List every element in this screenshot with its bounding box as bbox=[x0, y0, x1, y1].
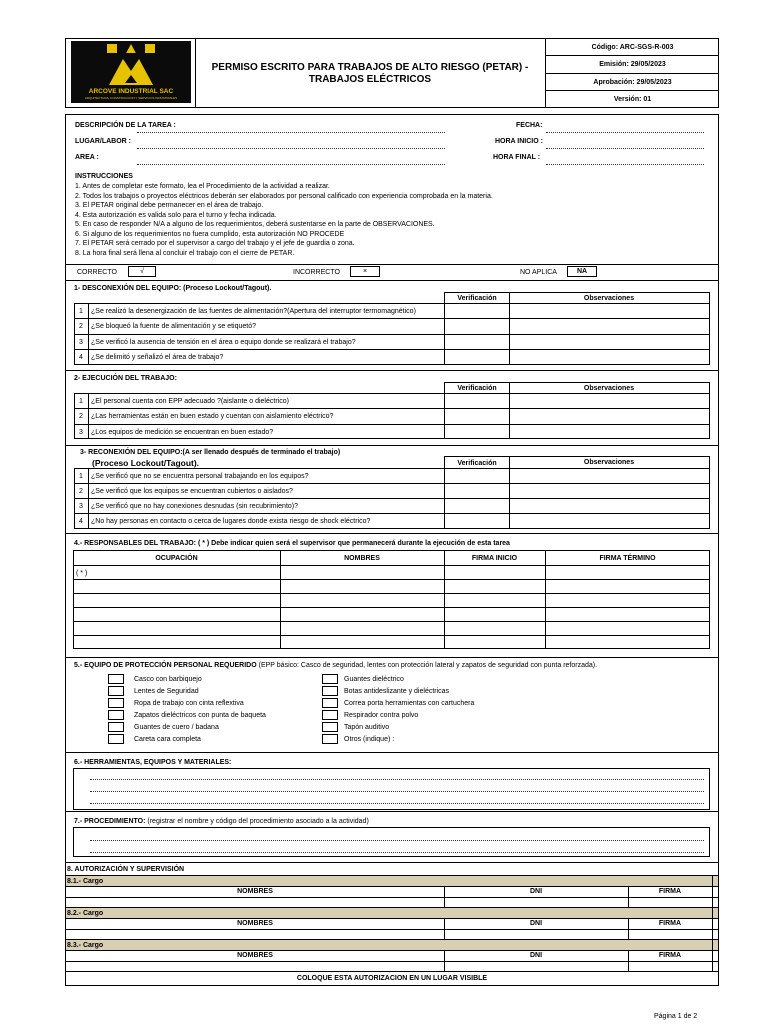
doc-version: Versión: 01 bbox=[613, 96, 652, 103]
form-title-line2: TRABAJOS ELÉCTRICOS bbox=[308, 74, 432, 85]
s2-col-verification: Verificación bbox=[457, 385, 497, 392]
s2-item-number: 2 bbox=[79, 413, 83, 420]
s3-item-question: ¿Se verificó que los equipos se encuentran cubiertos o aislados? bbox=[91, 488, 293, 495]
doc-approval: Aprobación: 29/05/2023 bbox=[593, 79, 672, 86]
ppe-item-label: Guantes de cuero / badana bbox=[134, 724, 219, 731]
ppe-checkbox[interactable] bbox=[108, 722, 124, 732]
ppe-item-label: Careta cara completa bbox=[134, 736, 201, 743]
section5-title-text: 5.- EQUIPO DE PROTECCIÓN PERSONAL REQUERIDO bbox=[74, 662, 257, 669]
auth-col-dni: DNI bbox=[529, 888, 543, 895]
legend-na-label: NO APLICA bbox=[520, 269, 557, 276]
date-field[interactable] bbox=[546, 132, 704, 133]
ppe-checkbox[interactable] bbox=[322, 710, 338, 720]
ppe-checkbox[interactable] bbox=[322, 734, 338, 744]
section7-title bbox=[74, 817, 369, 826]
s1-item-question: ¿Se delimitó y señalizó el área de trabajo? bbox=[91, 354, 224, 361]
ppe-item-label: Zapatos dieléctricos con punta de baqueta bbox=[134, 712, 266, 719]
tools-line[interactable] bbox=[90, 791, 704, 792]
auth-col-dni: DNI bbox=[529, 952, 543, 959]
procedure-line[interactable] bbox=[90, 852, 704, 853]
place-field[interactable] bbox=[137, 148, 445, 149]
section5-title bbox=[74, 661, 597, 670]
ppe-item-label: Guantes dieléctrico bbox=[344, 676, 404, 683]
s3-item-question: ¿Se verificó que no hay conexiones desnudas (sin recubrimiento)? bbox=[91, 503, 299, 510]
cargo-bar bbox=[66, 908, 718, 918]
company-name: ARCOVE INDUSTRIAL SAC bbox=[88, 88, 174, 95]
s2-item-question: ¿Los equipos de medición se encuentran en buen estado? bbox=[91, 429, 274, 436]
instruction-item: 4. Esta autorización es valida solo para el turno y fecha indicada. bbox=[75, 211, 277, 219]
auth-col-signature: FIRMA bbox=[658, 920, 682, 927]
instruction-item: 3. El PETAR original debe permanecer en el área de trabajo. bbox=[75, 202, 264, 209]
s1-col-observations: Observaciones bbox=[583, 295, 635, 302]
instruction-item: 5. En caso de responder N/A a alguno de los requerimientos, deberá sustentarse en la parte de OBSERVACIONES. bbox=[75, 221, 435, 228]
legend-incorrect-label: INCORRECTO bbox=[293, 269, 340, 276]
ppe-checkbox[interactable] bbox=[108, 674, 124, 684]
supervisor-mark: ( * ) bbox=[76, 570, 88, 577]
s3-col-verification: Verificación bbox=[457, 460, 497, 467]
place-label: LUGAR/LABOR : bbox=[75, 138, 131, 145]
auth-col-names: NOMBRES bbox=[237, 952, 273, 959]
s3-item-question: ¿Se verificó que no se encuentra personal trabajando en los equipos? bbox=[91, 473, 309, 480]
auth-col-dni: DNI bbox=[529, 920, 543, 927]
s3-item-question: ¿No hay personas en contacto o cerca de lugares donde exista riesgo de shock eléctrico? bbox=[91, 518, 371, 525]
task-description-field[interactable] bbox=[137, 132, 445, 133]
cargo-bar bbox=[66, 940, 718, 950]
start-time-field[interactable] bbox=[546, 148, 704, 149]
company-logo bbox=[71, 41, 191, 103]
auth-col-names: NOMBRES bbox=[237, 888, 273, 895]
auth-col-signature: FIRMA bbox=[658, 888, 682, 895]
s3-item-number: 1 bbox=[79, 473, 83, 480]
ppe-item-label: Otros (indique) : bbox=[344, 736, 395, 743]
ppe-checkbox[interactable] bbox=[108, 710, 124, 720]
s1-col-verification: Verificación bbox=[457, 295, 497, 302]
s1-item-number: 2 bbox=[79, 323, 83, 330]
ppe-checkbox[interactable] bbox=[108, 686, 124, 696]
section6-title: 6.- HERRAMIENTAS, EQUIPOS Y MATERIALES: bbox=[74, 759, 232, 766]
instruction-item: 7. El PETAR será cerrado por el supervisor a cargo del trabajo y el jefe de guardia o zona. bbox=[75, 240, 355, 247]
page-number: Página 1 de 2 bbox=[654, 1013, 698, 1020]
s3-item-number: 4 bbox=[79, 518, 83, 525]
task-description-label: DESCRIPCIÓN DE LA TAREA : bbox=[75, 122, 176, 129]
s1-item-number: 1 bbox=[79, 308, 83, 315]
section7-note: (registrar el nombre y código del procedimiento asociado a la actividad) bbox=[145, 818, 369, 825]
cargo-label: 8.3.- Cargo bbox=[67, 942, 104, 949]
tools-line[interactable] bbox=[90, 779, 704, 780]
auth-col-names: NOMBRES bbox=[237, 920, 273, 927]
section5-note: (EPP básico: Casco de seguridad, lentes con protección lateral y zapatos de seguridad con punta reforzada). bbox=[256, 662, 598, 669]
date-label: FECHA: bbox=[516, 122, 543, 129]
ppe-item-label: Lentes de Seguridad bbox=[134, 688, 199, 695]
instruction-item: 6. Si alguno de los requerimientos no fuera cumplido, esta autorización NO PROCEDE bbox=[75, 230, 345, 238]
s2-item-question: ¿Las herramientas están en buen estado y cuentan con aislamiento eléctrico? bbox=[91, 413, 334, 420]
cargo-label: 8.2.- Cargo bbox=[67, 910, 104, 917]
end-time-field[interactable] bbox=[546, 164, 704, 165]
s2-item-number: 1 bbox=[79, 398, 83, 405]
cargo-bar bbox=[66, 876, 718, 886]
area-field[interactable] bbox=[137, 164, 445, 165]
auth-col-signature: FIRMA bbox=[658, 952, 682, 959]
s1-item-question: ¿Se bloqueó la fuente de alimentación y se etiquetó? bbox=[91, 323, 257, 330]
s2-item-question: ¿El personal cuenta con EPP adecuado ?(aislante o dieléctrico) bbox=[91, 398, 289, 405]
col-occupation: OCUPACIÓN bbox=[155, 555, 198, 562]
end-time-label: HORA FINAL : bbox=[493, 154, 541, 161]
ppe-checkbox[interactable] bbox=[108, 698, 124, 708]
start-time-label: HORA INICIO : bbox=[495, 138, 543, 145]
cargo-label: 8.1.- Cargo bbox=[67, 878, 104, 885]
s3-col-observations: Observaciones bbox=[583, 459, 635, 466]
instruction-item: 8. La hora final será llena al concluir el trabajo con el cierre de PETAR. bbox=[75, 249, 295, 257]
instruction-item: 1. Antes de completar este formato, lea el Procedimiento de la actividad a realizar. bbox=[75, 183, 330, 190]
ppe-checkbox[interactable] bbox=[322, 686, 338, 696]
instruction-item: 2. Todos los trabajos o proyectos eléctricos deberán ser elaborados por personal calificado con experiencia comprobada en la materia. bbox=[75, 192, 493, 200]
ppe-checkbox[interactable] bbox=[322, 698, 338, 708]
s2-item-number: 3 bbox=[79, 429, 83, 436]
section4-title: 4.- RESPONSABLES DEL TRABAJO: ( * ) Debe indicar quien será el supervisor que permanecerá durante la ejecución de esta tarea bbox=[74, 540, 510, 547]
section7-title-text: 7.- PROCEDIMIENTO: bbox=[74, 818, 146, 825]
s1-item-question: ¿Se realizó la desenergización de las fuentes de alimentación?(Apertura del interruptor termomagnético) bbox=[91, 308, 416, 315]
section3-title: 3- RECONEXIÓN DEL EQUIPO:(A ser llenado después de terminado el trabajo) bbox=[80, 449, 341, 456]
s3-item-number: 3 bbox=[79, 503, 83, 510]
company-subtitle: ARQUITECTURA, CONSTRUCCION Y SERVICIOS INDUSTRIALES bbox=[84, 96, 178, 100]
visibility-notice: COLOQUE ESTA AUTORIZACION EN UN LUGAR VISIBLE bbox=[296, 975, 488, 982]
logo-triangle-icon bbox=[71, 41, 191, 91]
ppe-item-label: Botas antideslizante y dieléctricas bbox=[344, 688, 450, 695]
section3-subtitle: (Proceso Lockout/Tagout). bbox=[92, 458, 200, 468]
section8-title: 8. AUTORIZACIÓN Y SUPERVISIÓN bbox=[67, 866, 185, 873]
tools-line[interactable] bbox=[90, 803, 704, 804]
legend-correct-mark: √ bbox=[140, 268, 144, 275]
ppe-item-label: Casco con barbiquejo bbox=[134, 676, 202, 683]
s2-col-observations: Observaciones bbox=[583, 385, 635, 392]
instructions-title: INSTRUCCIONES bbox=[75, 173, 133, 180]
area-label: AREA : bbox=[75, 154, 99, 161]
s1-item-question: ¿Se verificó la ausencia de tensión en el área o equipo donde se realizará el trabajo? bbox=[91, 339, 356, 346]
col-start-signature: FIRMA INICIO bbox=[471, 555, 518, 562]
ppe-checkbox[interactable] bbox=[108, 734, 124, 744]
s3-item-number: 2 bbox=[79, 488, 83, 495]
ppe-item-label: Ropa de trabajo con cinta reflextiva bbox=[134, 700, 244, 707]
doc-emission: Emisión: 29/05/2023 bbox=[599, 61, 666, 68]
col-names: NOMBRES bbox=[344, 555, 380, 562]
section1-title: 1- DESCONEXIÓN DEL EQUIPO: (Proceso Lockout/Tagout). bbox=[74, 285, 272, 292]
ppe-item-label: Tapón auditivo bbox=[344, 724, 390, 731]
section2-title: 2- EJECUCIÓN DEL TRABAJO: bbox=[74, 375, 177, 382]
s1-item-number: 4 bbox=[79, 354, 83, 361]
procedure-line[interactable] bbox=[90, 840, 704, 841]
ppe-checkbox[interactable] bbox=[322, 674, 338, 684]
ppe-item-label: Respirador contra polvo bbox=[344, 712, 419, 719]
col-end-signature: FIRMA TÉRMINO bbox=[599, 555, 656, 562]
legend-incorrect-mark: × bbox=[362, 268, 368, 275]
ppe-checkbox[interactable] bbox=[322, 722, 338, 732]
doc-code: Código: ARC-SGS-R-003 bbox=[591, 44, 674, 51]
legend-correct-label: CORRECTO bbox=[77, 269, 117, 276]
s1-item-number: 3 bbox=[79, 339, 83, 346]
ppe-item-label: Correa porta herramientas con cartuchera bbox=[344, 700, 475, 707]
form-title-line1: PERMISO ESCRITO PARA TRABAJOS DE ALTO RIESGO (PETAR) - bbox=[211, 62, 529, 73]
legend-na-mark: NA bbox=[576, 268, 588, 275]
